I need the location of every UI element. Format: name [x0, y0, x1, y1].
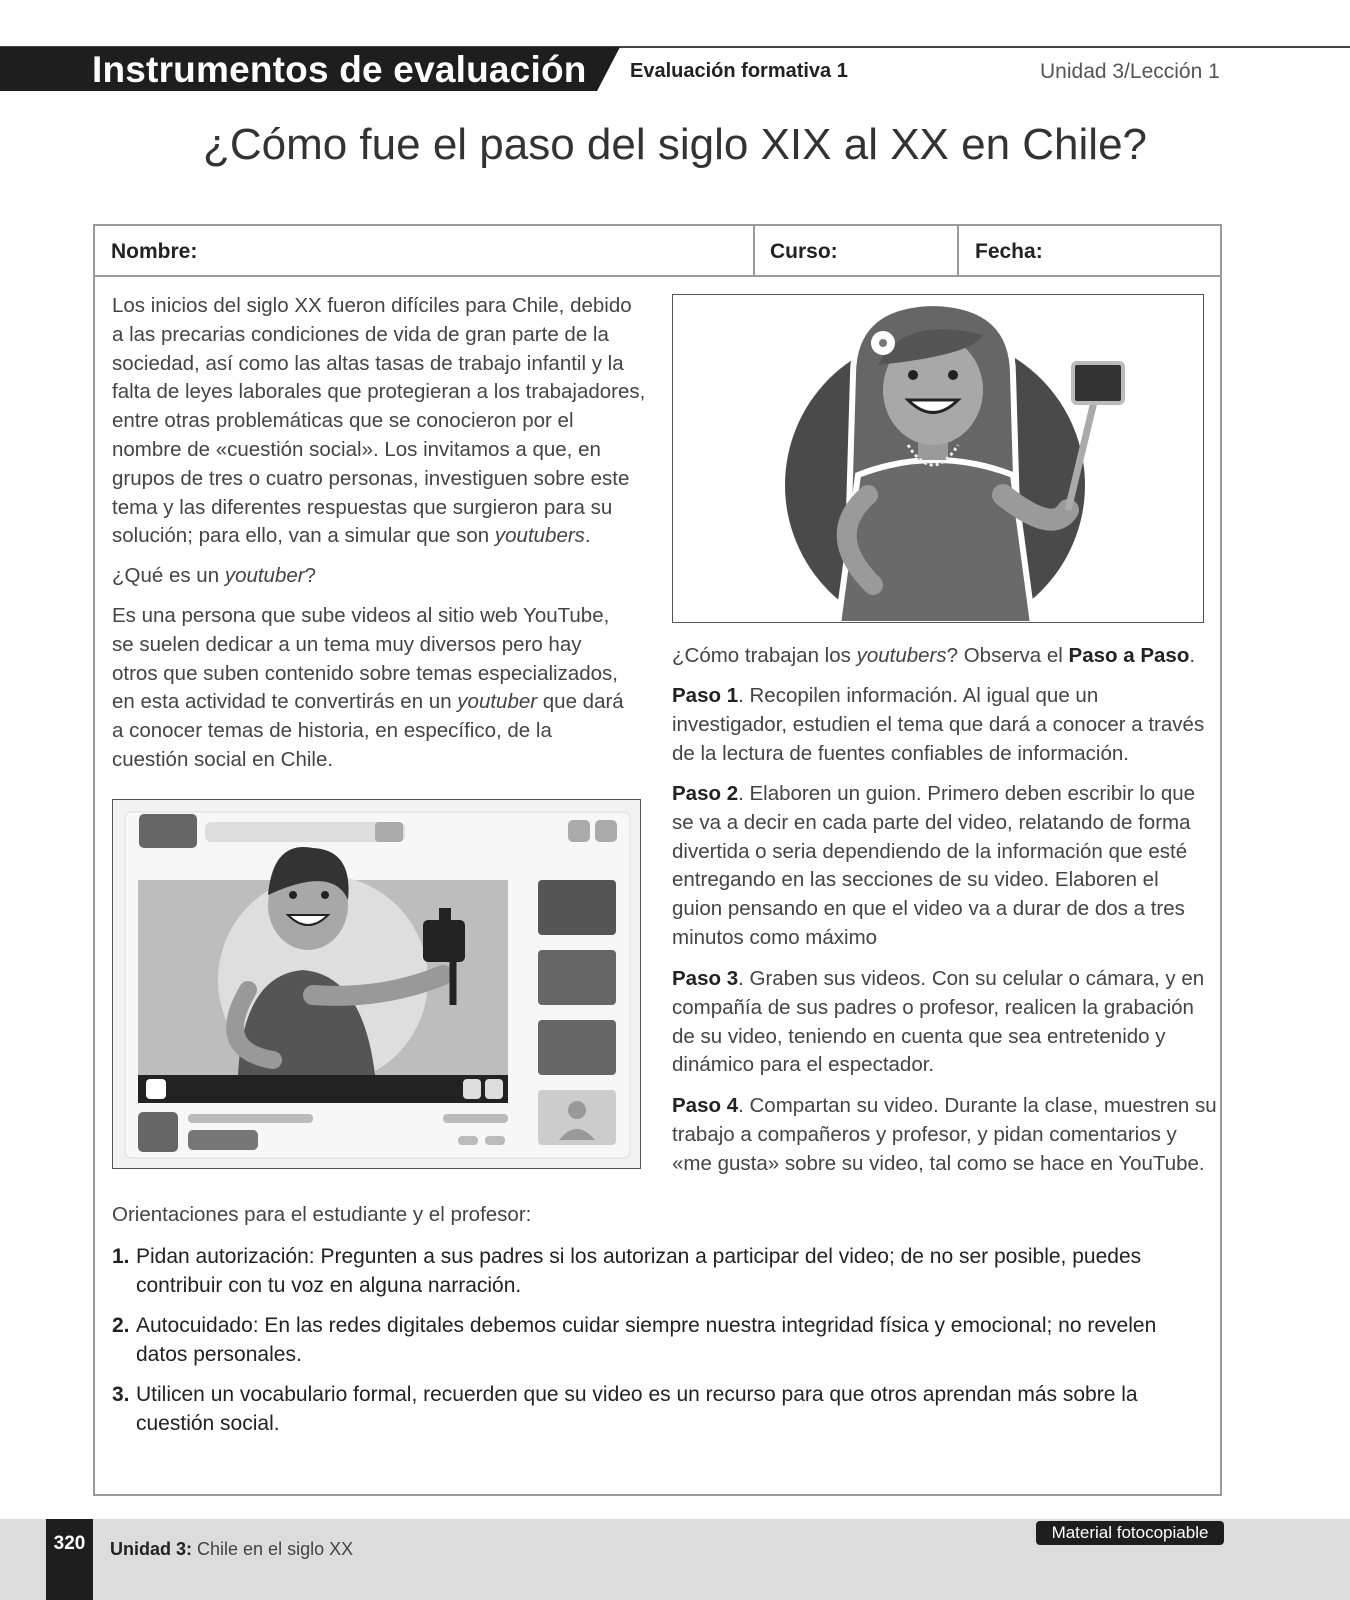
guideline-item-2: 2. Autocuidado: En las redes digitales debemos cuidar siempre nuestra integridad física y emocional; no revelen datos personales. — [112, 1314, 1157, 1366]
guideline-item-3: 3. Utilicen un vocabulario formal, recuerden que su video es un recurso para que otros aprendan más sobre la cuestión social. — [112, 1383, 1138, 1435]
intro-paragraph: Los inicios del siglo XX fueron difíciles para Chile, debido a las precarias condiciones de vida de gran parte de la sociedad, así como las altas tasas de trabajo infantil y la falta de leyes laborales que protegieran a los trabajadores, entre otras problemáticas que se conocieron por el nombre de «cuestión social». Los invitamos a que, en grupos de tres o cuatro personas, investiguen sobre este tema y las diferentes respuestas que surgieron para su solución; para ello, van a simular que son youtubers. — [112, 294, 646, 548]
illustration-girl-selfie — [672, 294, 1204, 623]
guidelines-title: Orientaciones para el estudiante y el profesor: — [112, 1203, 532, 1226]
illustration-video-player — [112, 799, 641, 1169]
divider — [753, 226, 755, 275]
step-2: Paso 2. Elaboren un guion. Primero deben escribir lo que se va a decir en cada parte del video, relatando de forma divertida o seria dependiendo de la información que esté entregando en las secciones de su video. Elaboren el guion pensando en que el video va a durar de dos a tres minutos como máximo — [672, 782, 1196, 949]
footer-unit: Unidad 3: Chile en el siglo XX — [110, 1539, 354, 1559]
student-info-row — [93, 224, 1222, 277]
step-1: Paso 1. Recopilen información. Al igual que un investigador, estudien el tema que dará a conocer a través de la lectura de fuentes confiables de información. — [672, 684, 1205, 765]
youtuber-definition: Es una persona que sube videos al sitio web YouTube, se suelen dedicar a un tema muy diversos pero hay otros que suben contenido sobre temas especializados, en esta actividad te convertirás en un youtuber que dará a conocer temas de historia, en específico, de la cuestión social en Chile. — [112, 604, 624, 771]
name-field[interactable]: Nombre: — [111, 240, 198, 263]
unit-lesson-label: Unidad 3/Lección 1 — [1040, 60, 1220, 83]
divider — [957, 226, 959, 275]
video-player-illustration — [113, 800, 641, 1169]
evaluation-label: Evaluación formativa 1 — [630, 60, 848, 82]
page-number: 320 — [53, 1533, 86, 1554]
course-field[interactable]: Curso: — [770, 240, 838, 263]
girl-selfie-illustration — [673, 295, 1204, 623]
section-title: Instrumentos de evaluación — [92, 49, 587, 90]
youtuber-question: ¿Qué es un youtuber? — [112, 564, 316, 587]
step-3: Paso 3. Graben sus videos. Con su celular o cámara, y en compañía de sus padres o profesor, realicen la grabación de su video, teniendo en cuenta que sea entretenido y dinámico para el espectador. — [672, 967, 1205, 1077]
date-field[interactable]: Fecha: — [975, 240, 1043, 263]
page-tab — [46, 1519, 93, 1600]
step-4: Paso 4. Compartan su video. Durante la clase, muestren su trabajo a compañeros y profesor, y pidan comentarios y «me gusta» sobre su video, tal como se hace en YouTube. — [672, 1094, 1217, 1175]
guideline-item-1: 1. Pidan autorización: Pregunten a sus padres si los autorizan a participar del video; de no ser posible, puedes contribuir con tu voz en alguna narración. — [112, 1245, 1142, 1297]
page-title: ¿Cómo fue el paso del siglo XIX al XX en Chile? — [202, 120, 1148, 169]
steps-intro: ¿Cómo trabajan los youtubers? Observa el Paso a Paso. — [672, 644, 1196, 667]
photocopiable-badge: Material fotocopiable — [1036, 1521, 1224, 1545]
